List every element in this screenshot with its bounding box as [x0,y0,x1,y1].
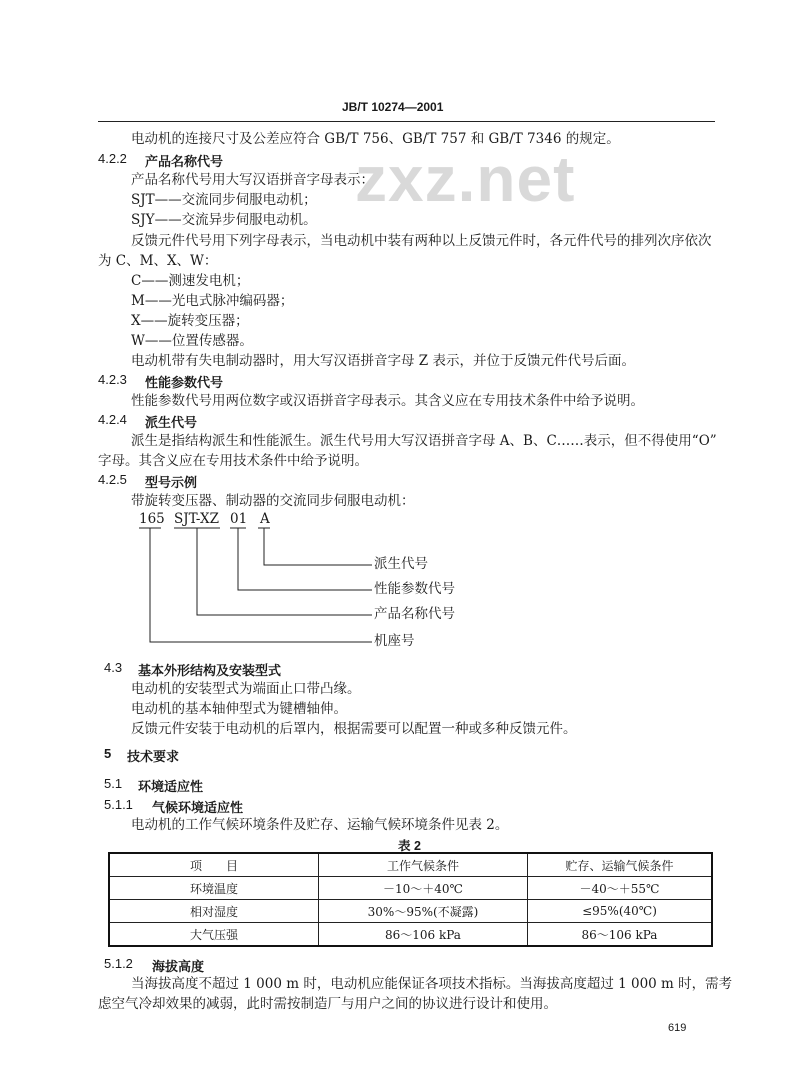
body-line: 产品名称代号用大写汉语拼音字母表示： [131,172,374,188]
label-derivative: 派生代号 [374,556,428,572]
section-number: 4.2.4 [98,412,127,427]
table-row [109,923,712,947]
body-line: 电动机的安装型式为端面止口带凸缘。 [131,681,361,697]
section-title: 环境适应性 [138,780,204,795]
body-line: 电动机的工作气候环境条件及贮存、运输气候环境条件见表 2。 [131,817,509,833]
section-number: 5.1.1 [104,797,133,812]
table-header-cell: 贮存、运输气候条件 [528,853,713,877]
section-title: 产品名称代号 [145,155,224,170]
model-part-product-code: SJT-XZ [174,511,219,527]
table-cell: ≤95%(40℃) [528,900,713,923]
table-cell: －40～＋55℃ [528,877,713,900]
table-cell: 86～106 kPa [528,923,713,947]
body-line: SJT——交流同步伺服电动机； [131,192,317,208]
body-line: SJY——交流异步伺服电动机。 [131,212,317,228]
section-title: 技术要求 [127,750,180,765]
section-number: 5.1.2 [104,956,133,971]
body-line: M——光电式脉冲编码器； [131,293,294,309]
table-row [109,900,712,923]
body-line: 虑空气冷却效果的减弱，此时需按制造厂与用户之间的协议进行设计和使用。 [98,996,557,1012]
model-part-derivative: A [260,511,270,527]
label-performance: 性能参数代号 [374,581,455,597]
body-line: 电动机的基本轴伸型式为键槽轴伸。 [131,701,347,717]
section-number: 4.2.3 [98,372,127,387]
section-number: 4.2.2 [98,151,127,166]
body-line: 反馈元件代号用下列字母表示，当电动机中装有两种以上反馈元件时，各元件代号的排列次序依次 [131,233,712,249]
table-cell: 30%～95%(不凝露) [319,900,528,923]
section-title: 基本外形结构及安装型式 [138,664,282,679]
page-number: 619 [668,1022,687,1034]
body-line: 字母。其含义应在专用技术条件中给予说明。 [98,453,368,469]
table-header-row [109,853,712,877]
body-line: 电动机带有失电制动器时，用大写汉语拼音字母 Z 表示，并位于反馈元件代号后面。 [131,353,635,369]
table-header-cell: 项 目 [109,853,319,877]
table-row [109,877,712,900]
body-line: W——位置传感器。 [131,333,253,349]
table-cell: 环境温度 [109,877,319,900]
section-number: 5.1 [104,776,123,791]
body-line: 带旋转变压器、制动器的交流同步伺服电动机： [131,493,415,509]
watermark-text: zxz.net [355,143,576,215]
climate-conditions-table [108,852,713,947]
table-cell: 相对湿度 [109,900,319,923]
label-product-code: 产品名称代号 [374,606,455,622]
section-title: 气候环境适应性 [152,801,244,816]
table-cell: 86～106 kPa [319,923,528,947]
table-cell: 大气压强 [109,923,319,947]
label-frame: 机座号 [374,633,415,649]
leader-frame [150,528,372,642]
body-line: 性能参数代号用两位数字或汉语拼音字母表示。其含义应在专用技术条件中给予说明。 [131,393,644,409]
section-title: 性能参数代号 [145,376,224,391]
section-title: 派生代号 [145,416,198,431]
body-line: 电动机的连接尺寸及公差应符合 GB/T 756、GB/T 757 和 GB/T 7346 的规定。 [131,131,620,147]
model-part-frame: 165 [139,511,165,527]
table-caption: 表 2 [398,839,421,853]
body-line: 为 C、M、X、W： [98,253,218,269]
table-header-cell: 工作气候条件 [319,853,528,877]
model-part-performance: 01 [230,511,248,527]
body-line: 当海拔高度不超过 1 000 m 时，电动机应能保证各项技术指标。当海拔高度超过 1 000 m 时，需考 [131,976,733,992]
section-number: 4.3 [104,660,123,675]
leader-derivative [264,528,372,565]
body-line: 反馈元件安装于电动机的后罩内，根据需要可以配置一种或多种反馈元件。 [131,721,577,737]
body-line: C——测速发电机； [131,273,250,289]
section-title: 海拔高度 [152,960,205,975]
section-title: 型号示例 [145,476,198,491]
body-line: X——旋转变压器； [131,313,249,329]
running-header: JB/T 10274—2001 [342,100,444,114]
table-cell: －10～＋40℃ [319,877,528,900]
leader-performance [238,528,372,590]
leader-product-code [197,528,372,615]
body-line: 派生是指结构派生和性能派生。派生代号用大写汉语拼音字母 A、B、C……表示，但不得使用“O” [131,433,717,449]
section-number: 5 [104,746,112,761]
section-number: 4.2.5 [98,472,127,487]
